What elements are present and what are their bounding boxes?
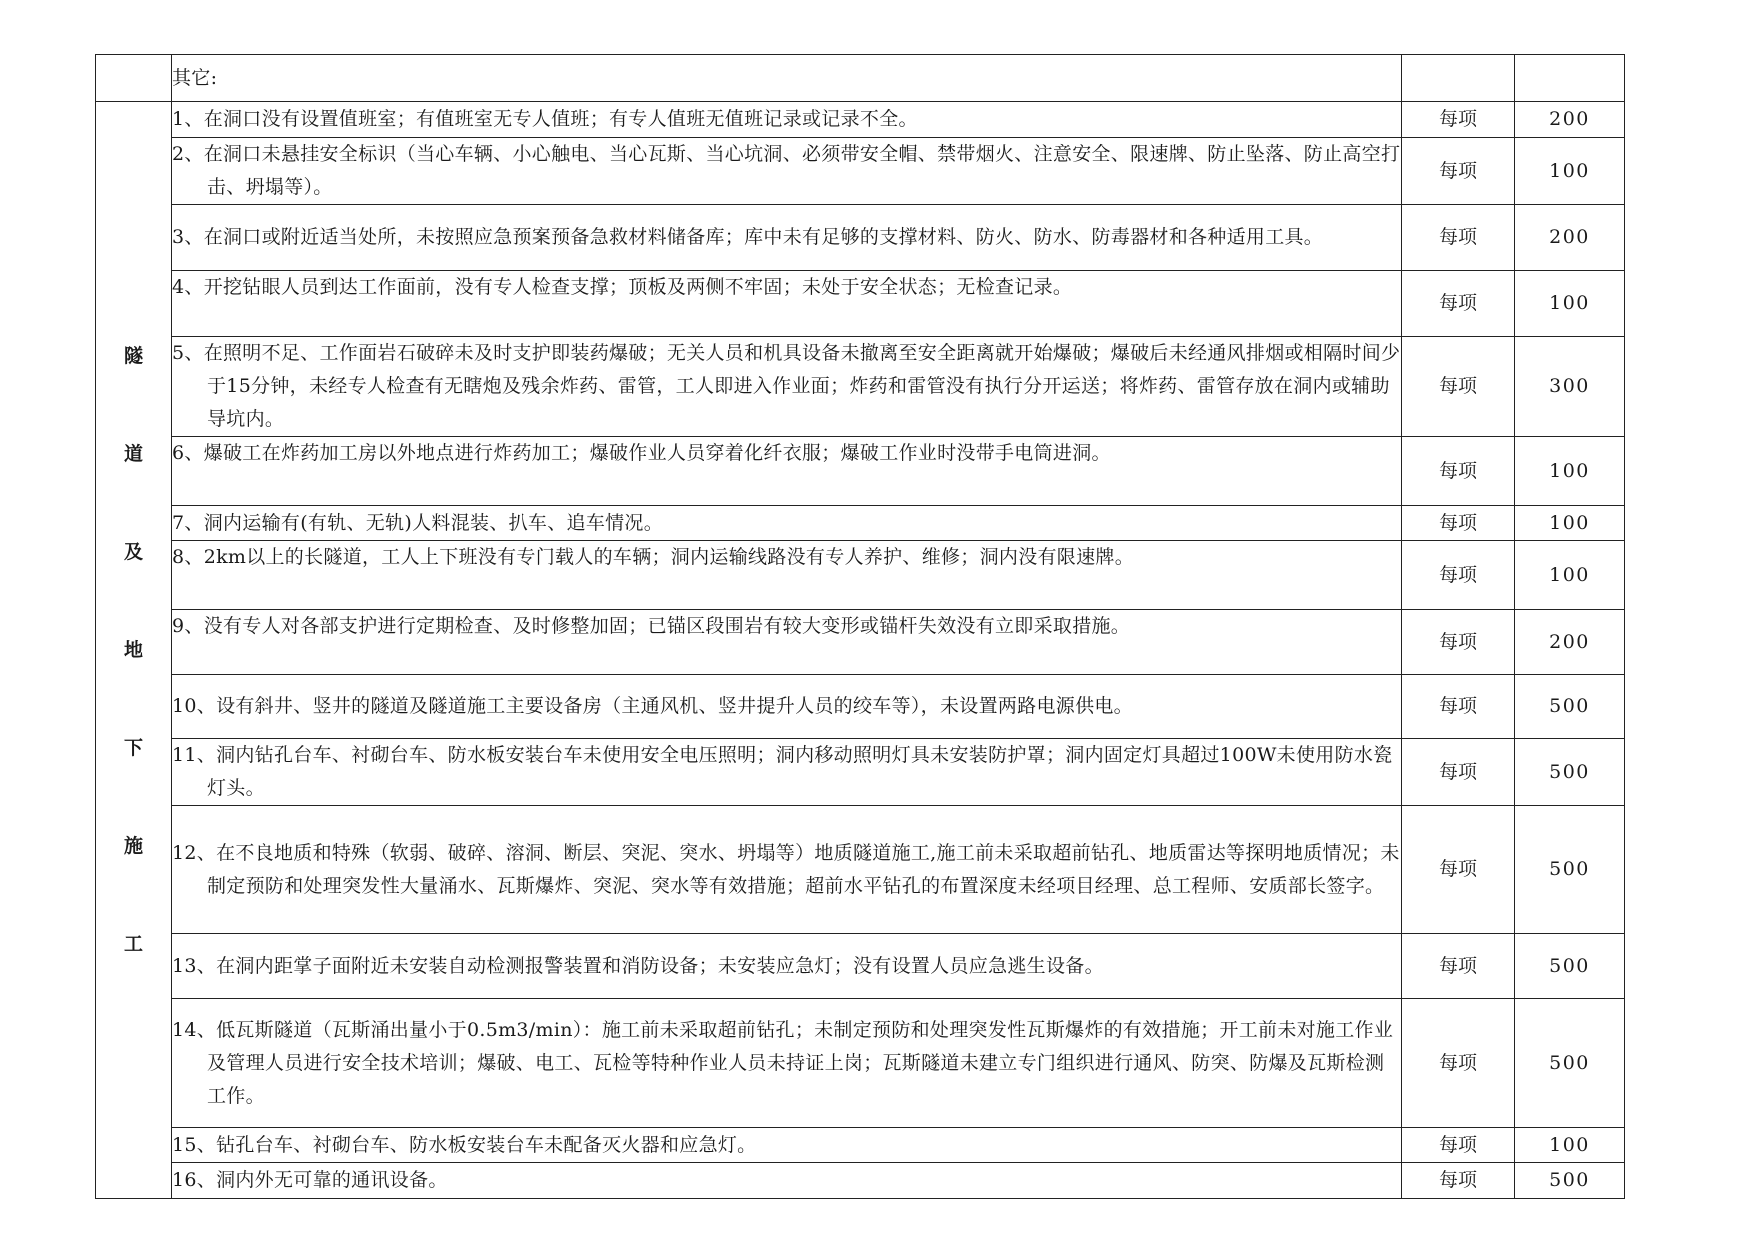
item-amount: 100: [1515, 1128, 1625, 1163]
table-row: [96, 541, 1625, 610]
table-row: [96, 1163, 1625, 1199]
table-row: [96, 102, 1625, 138]
table-row: [96, 610, 1625, 675]
item-description: 12、在不良地质和特殊（软弱、破碎、溶洞、断层、突泥、突水、坍塌等）地质隧道施工,施工前未采取超前钻孔、地质雷达等探明地质情况；未制定预防和处理突发性大量涌水、瓦斯爆炸、突泥、突水等有效措施；超前水平钻孔的布置深度未经项目经理、总工程师、安质部长签字。: [172, 806, 1402, 934]
item-unit: 每项: [1402, 541, 1515, 610]
table-row: [96, 675, 1625, 739]
category-char: 工: [123, 933, 143, 955]
table-row: [96, 205, 1625, 271]
item-amount: 200: [1515, 102, 1625, 138]
item-description: 3、在洞口或附近适当处所，未按照应急预案预备急救材料储备库；库中未有足够的支撑材料、防火、防水、防毒器材和各种适用工具。: [172, 205, 1402, 271]
item-amount: 100: [1515, 506, 1625, 541]
item-amount: 500: [1515, 999, 1625, 1128]
category-char: 隧: [123, 345, 143, 367]
item-amount: 200: [1515, 205, 1625, 271]
category-char: 及: [123, 541, 143, 563]
item-amount: 500: [1515, 739, 1625, 806]
other-label: 其它:: [172, 55, 1402, 102]
category-cell-empty: [96, 55, 172, 102]
item-description: 10、设有斜井、竖井的隧道及隧道施工主要设备房（主通风机、竖井提升人员的绞车等），未设置两路电源供电。: [172, 675, 1402, 739]
table-row: [96, 934, 1625, 999]
table-row: [96, 437, 1625, 506]
category-char: 施: [123, 835, 143, 857]
item-unit: 每项: [1402, 1163, 1515, 1199]
item-description: 6、爆破工在炸药加工房以外地点进行炸药加工；爆破作业人员穿着化纤衣服；爆破工作业时没带手电筒进洞。: [172, 437, 1402, 506]
item-unit: 每项: [1402, 337, 1515, 437]
category-char: 道: [123, 443, 143, 465]
item-amount: 100: [1515, 271, 1625, 337]
item-unit: 每项: [1402, 271, 1515, 337]
item-description: 14、低瓦斯隧道（瓦斯涌出量小于0.5m3/min）：施工前未采取超前钻孔；未制定预防和处理突发性瓦斯爆炸的有效措施；开工前未对施工作业及管理人员进行安全技术培训；爆破、电工、瓦检等特种作业人员未持证上岗；瓦斯隧道未建立专门组织进行通风、防突、防爆及瓦斯检测工作。: [172, 999, 1402, 1128]
item-amount: 300: [1515, 337, 1625, 437]
amount-cell-empty: [1515, 55, 1625, 102]
table-row: [96, 506, 1625, 541]
item-unit: 每项: [1402, 102, 1515, 138]
item-unit: 每项: [1402, 205, 1515, 271]
item-amount: 500: [1515, 1163, 1625, 1199]
penalty-table: [95, 54, 1625, 1199]
item-unit: 每项: [1402, 610, 1515, 675]
item-description: 16、洞内外无可靠的通讯设备。: [172, 1163, 1402, 1199]
table-row: [96, 337, 1625, 437]
item-description: 5、在照明不足、工作面岩石破碎未及时支护即装药爆破；无关人员和机具设备未撤离至安全距离就开始爆破；爆破后未经通风排烟或相隔时间少于15分钟，未经专人检查有无瞎炮及残余炸药、雷管，工人即进入作业面；炸药和雷管没有执行分开运送；将炸药、雷管存放在洞内或辅助导坑内。: [172, 337, 1402, 437]
item-amount: 200: [1515, 610, 1625, 675]
item-description: 2、在洞口未悬挂安全标识（当心车辆、小心触电、当心瓦斯、当心坑洞、必须带安全帽、禁带烟火、注意安全、限速牌、防止坠落、防止高空打击、坍塌等）。: [172, 138, 1402, 205]
item-unit: 每项: [1402, 999, 1515, 1128]
item-amount: 500: [1515, 806, 1625, 934]
item-unit: 每项: [1402, 506, 1515, 541]
item-unit: 每项: [1402, 675, 1515, 739]
table-row: [96, 138, 1625, 205]
unit-cell-empty: [1402, 55, 1515, 102]
item-description: 11、洞内钻孔台车、衬砌台车、防水板安装台车未使用安全电压照明；洞内移动照明灯具未安装防护罩；洞内固定灯具超过100W未使用防水瓷灯头。: [172, 739, 1402, 806]
item-unit: 每项: [1402, 934, 1515, 999]
item-unit: 每项: [1402, 806, 1515, 934]
item-amount: 100: [1515, 541, 1625, 610]
table-row-other: [96, 55, 1625, 102]
category-char: 地: [123, 639, 143, 661]
item-description: 9、没有专人对各部支护进行定期检查、及时修整加固；已锚区段围岩有较大变形或锚杆失效没有立即采取措施。: [172, 610, 1402, 675]
table-row: [96, 739, 1625, 806]
item-description: 13、在洞内距掌子面附近未安装自动检测报警装置和消防设备；未安装应急灯；没有设置人员应急逃生设备。: [172, 934, 1402, 999]
category-cell: [96, 102, 172, 1199]
item-unit: 每项: [1402, 739, 1515, 806]
item-description: 4、开挖钻眼人员到达工作面前，没有专人检查支撑；顶板及两侧不牢固；未处于安全状态；无检查记录。: [172, 271, 1402, 337]
item-description: 7、洞内运输有(有轨、无轨)人料混装、扒车、追车情况。: [172, 506, 1402, 541]
table-row: [96, 1128, 1625, 1163]
item-amount: 100: [1515, 437, 1625, 506]
table-row: [96, 271, 1625, 337]
category-char: 下: [123, 737, 143, 759]
item-description: 15、钻孔台车、衬砌台车、防水板安装台车未配备灭火器和应急灯。: [172, 1128, 1402, 1163]
item-unit: 每项: [1402, 437, 1515, 506]
table-row: [96, 999, 1625, 1128]
item-description: 8、2km以上的长隧道，工人上下班没有专门载人的车辆；洞内运输线路没有专人养护、维修；洞内没有限速牌。: [172, 541, 1402, 610]
item-unit: 每项: [1402, 1128, 1515, 1163]
item-description: 1、在洞口没有设置值班室；有值班室无专人值班；有专人值班无值班记录或记录不全。: [172, 102, 1402, 138]
item-unit: 每项: [1402, 138, 1515, 205]
item-amount: 500: [1515, 675, 1625, 739]
table-row: [96, 806, 1625, 934]
item-amount: 500: [1515, 934, 1625, 999]
item-amount: 100: [1515, 138, 1625, 205]
